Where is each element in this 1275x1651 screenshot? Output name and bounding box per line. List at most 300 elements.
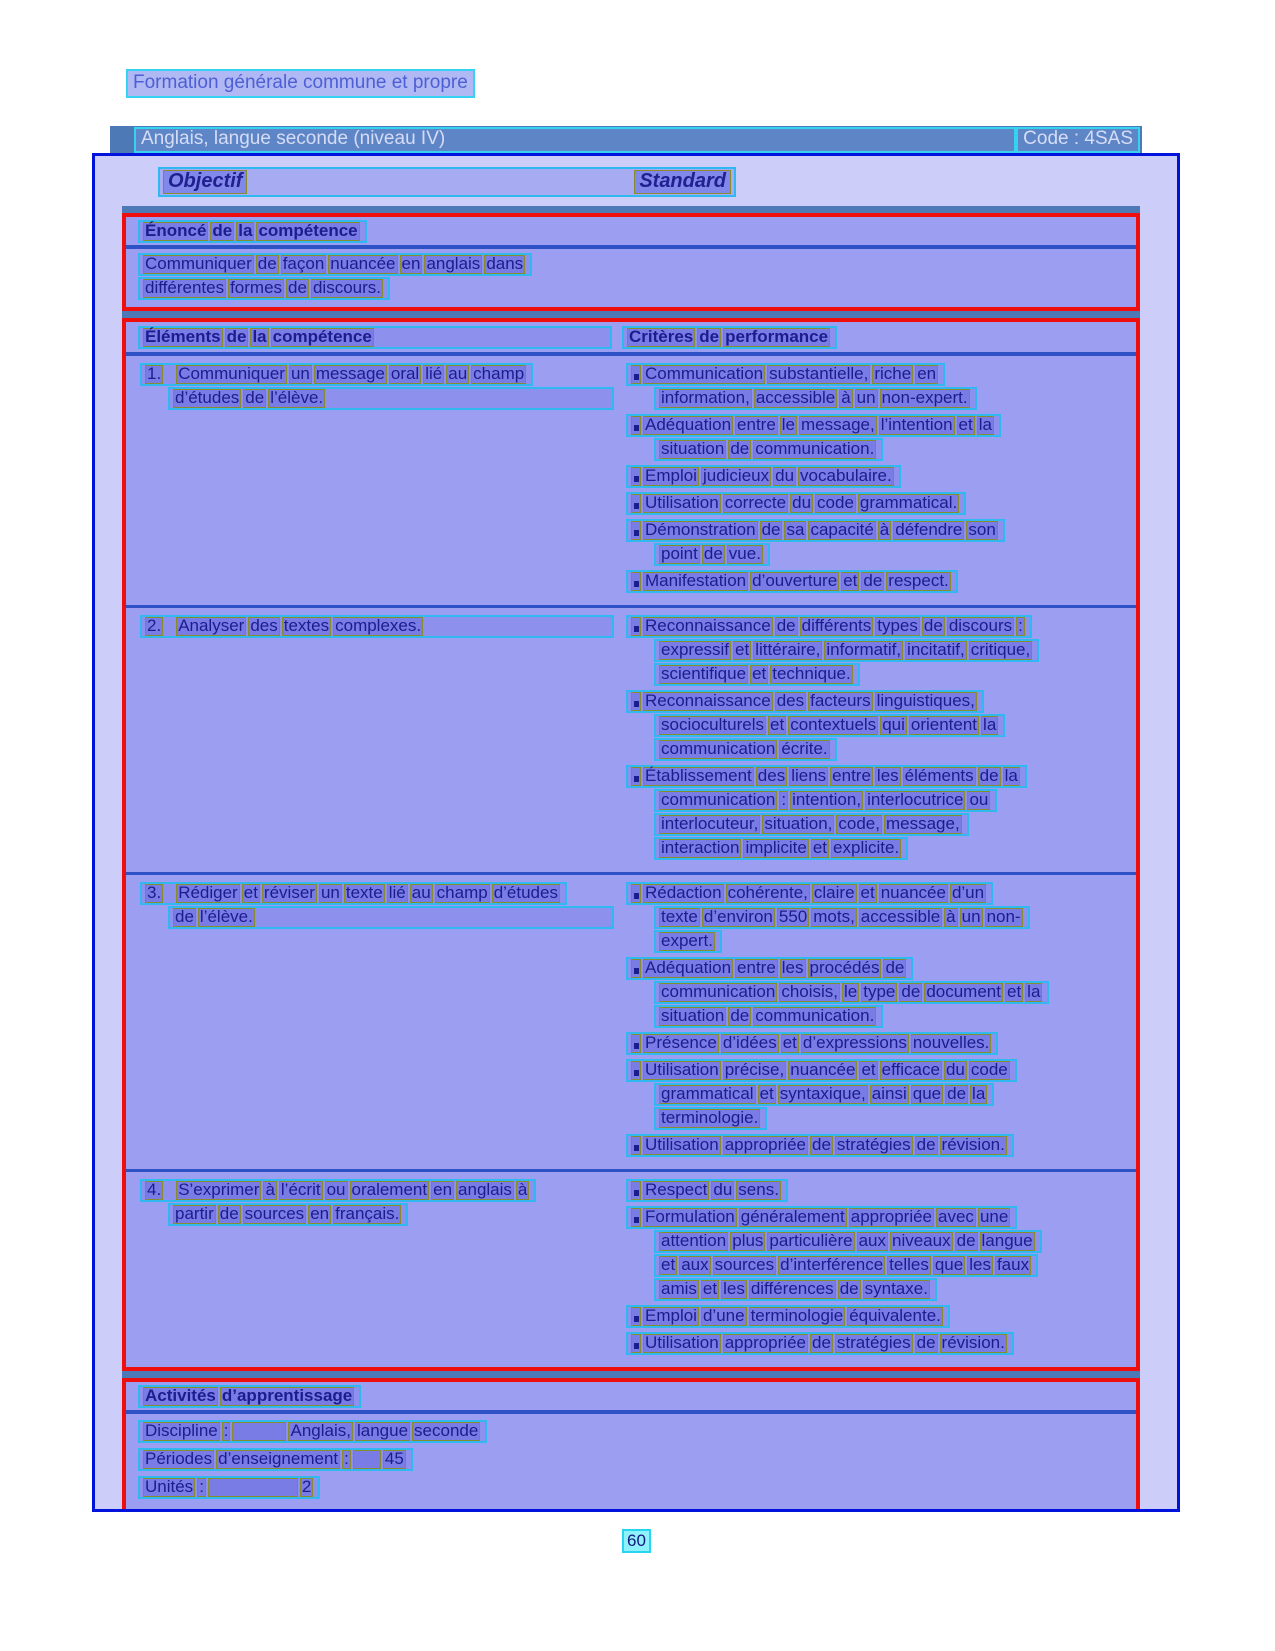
ocr-word-box: généralement	[740, 1207, 845, 1226]
table-border-band	[122, 206, 1140, 213]
ocr-line-box	[138, 277, 390, 300]
ocr-word-box: Démonstration	[645, 520, 756, 539]
ocr-word-box: type	[863, 982, 896, 1001]
ocr-word-box: de	[956, 1231, 976, 1250]
ocr-line-box	[626, 1206, 1017, 1229]
ocr-line-box	[138, 1448, 413, 1471]
ocr-word-box: du	[713, 1180, 733, 1199]
ocr-word-box: Établissement	[645, 766, 752, 785]
ocr-line-box	[654, 738, 837, 761]
ocr-word-box: communication	[661, 982, 776, 1001]
ocr-word-box: communication	[661, 739, 776, 758]
ocr-line-box	[138, 253, 532, 276]
criterion-item	[626, 1332, 1130, 1355]
ocr-word-box: particulière	[769, 1231, 853, 1250]
ocr-word-box: un	[320, 883, 340, 902]
competence-rows	[126, 356, 1136, 1367]
ocr-word-box: entre	[737, 958, 776, 977]
ocr-word-box: Reconnaissance	[645, 691, 771, 710]
ocr-word-box: français.	[335, 1204, 400, 1223]
ocr-word-box: judicieux	[702, 466, 770, 485]
ocr-word-box: Rédaction	[645, 883, 722, 902]
text-line	[140, 363, 614, 386]
criteria-cell	[622, 608, 1136, 872]
text-line	[168, 906, 614, 929]
ocr-word-box: 3.	[147, 883, 162, 902]
text-line	[626, 1332, 1130, 1355]
objectif-header: Objectif	[163, 170, 247, 194]
text-line	[140, 615, 614, 638]
activity-row	[138, 1476, 1136, 1499]
text-line	[626, 414, 1130, 437]
ocr-word-box: Adéquation	[645, 958, 732, 977]
ocr-word-box: liens	[791, 766, 827, 785]
activity-row	[138, 1448, 1136, 1471]
ocr-word-box: stratégies	[836, 1333, 911, 1352]
criterion-item	[626, 1134, 1130, 1157]
bullet-icon	[631, 1334, 641, 1353]
ocr-word-box: complexes.	[335, 616, 422, 635]
ocr-line-box	[654, 1005, 883, 1028]
bullet-icon	[631, 617, 641, 636]
ocr-word-box: Emploi	[645, 466, 697, 485]
criterion-item	[626, 690, 1130, 761]
ocr-word-box: d’études	[493, 883, 558, 902]
ocr-word-box: équivalente.	[849, 1306, 941, 1325]
ocr-word-box: d’ouverture	[752, 571, 838, 590]
text-line	[626, 957, 1130, 980]
criterion-item	[626, 882, 1130, 953]
ocr-word-box: :	[223, 1421, 229, 1440]
ocr-word-box: 2	[301, 1477, 312, 1496]
ocr-word-box: sources	[244, 1204, 305, 1223]
ocr-word-box: 550	[778, 907, 808, 926]
course-code: Code : 4SAS	[1016, 127, 1140, 153]
table-row	[126, 1169, 1136, 1367]
ocr-word-box: expressif	[661, 640, 730, 659]
text-line	[138, 277, 1124, 300]
ocr-line-box	[654, 387, 977, 410]
ocr-word-box: à	[879, 520, 890, 539]
ocr-word-box: et	[958, 415, 973, 434]
table-border-band	[122, 1371, 1140, 1378]
ocr-line-box	[626, 1305, 950, 1328]
ocr-word-box: appropriée	[850, 1207, 933, 1226]
ocr-word-box: code	[970, 1060, 1008, 1079]
ocr-line-box	[626, 1059, 1017, 1082]
ocr-word-box: les	[876, 766, 899, 785]
ocr-line-box	[626, 957, 913, 980]
ocr-word-box: message	[315, 364, 385, 383]
ocr-line-box	[138, 220, 367, 243]
ocr-word-box: le	[844, 982, 858, 1001]
ocr-line-box	[168, 387, 614, 410]
ocr-word-box: technique.	[772, 664, 851, 683]
ocr-word-box: oralement	[351, 1180, 428, 1199]
ocr-word-box: nouvelles.	[912, 1033, 990, 1052]
ocr-word-box: situation,	[764, 814, 833, 833]
ocr-line-box	[654, 1254, 1038, 1277]
ocr-word-box: des	[250, 616, 278, 635]
ocr-word-box: de	[245, 388, 265, 407]
ocr-word-box: intention,	[792, 790, 862, 809]
ocr-word-box: la	[1027, 982, 1041, 1001]
ocr-word-box: Communication	[645, 364, 764, 383]
ocr-word-box: incitatif,	[907, 640, 965, 659]
ocr-word-box: au	[448, 364, 468, 383]
ocr-word-box: d’une	[702, 1306, 745, 1325]
ocr-word-box: situation	[661, 1006, 725, 1025]
ocr-word-box: écrite.	[781, 739, 828, 758]
ocr-word-box: de	[699, 327, 720, 346]
ocr-word-box: appropriée	[724, 1135, 806, 1154]
bullet-icon	[631, 959, 641, 978]
ocr-word-box: Utilisation	[645, 1060, 719, 1079]
ocr-word-box: de	[175, 907, 194, 926]
ocr-word-box: non-	[986, 907, 1021, 926]
ocr-word-box: nuancée	[880, 883, 946, 902]
ocr-word-box: contextuels	[790, 715, 877, 734]
table-block	[122, 206, 1140, 1512]
ocr-word-box: explicite.	[833, 838, 900, 857]
ocr-word-box: faux	[996, 1255, 1030, 1274]
ocr-word-box: Énoncé	[145, 221, 207, 240]
ocr-line-box	[626, 882, 993, 905]
ocr-word-box: que	[912, 1084, 942, 1103]
title-bar	[110, 126, 1142, 153]
ocr-word-box: d’environ	[703, 907, 773, 926]
ocr-word-box: l’intention	[880, 415, 953, 434]
ocr-word-box: Manifestation	[645, 571, 747, 590]
ocr-word-box: niveaux	[892, 1231, 951, 1250]
ocr-word-box: aux	[858, 1231, 886, 1250]
criterion-item	[626, 1059, 1130, 1130]
ocr-word-box: les	[723, 1279, 745, 1298]
ocr-word-box: de	[811, 1333, 831, 1352]
ocr-word-box: et	[812, 838, 828, 857]
text-line	[654, 387, 1130, 410]
criterion-item	[626, 363, 1130, 410]
criterion-item	[626, 1032, 1130, 1055]
ocr-word-box: de	[885, 958, 905, 977]
ocr-word-box: accessible	[755, 388, 836, 407]
ocr-word-box: les	[969, 1255, 991, 1274]
ocr-word-box: Activités	[145, 1386, 216, 1405]
ocr-word-box: de	[776, 616, 796, 635]
criterion-item	[626, 957, 1130, 1028]
ocr-word-box: de	[947, 1084, 967, 1103]
objectif-standard-table	[92, 153, 1180, 1512]
ocr-word-box: compétence	[258, 221, 358, 240]
activites-rows	[126, 1414, 1136, 1512]
ocr-word-box: 45	[384, 1449, 404, 1468]
ocr-word-box: Unités	[145, 1477, 194, 1496]
bullet-icon	[631, 692, 641, 711]
bullet-icon	[631, 884, 641, 903]
ocr-word-box: aux	[681, 1255, 709, 1274]
course-title: Anglais, langue seconde (niveau IV)	[134, 127, 1016, 153]
ocr-line-box	[138, 326, 612, 349]
ocr-word-box: de	[811, 1135, 831, 1154]
ocr-word-box: avec	[938, 1207, 974, 1226]
ocr-line-box	[654, 438, 883, 461]
ocr-line-box	[626, 615, 1032, 638]
ocr-word-box: performance	[725, 327, 829, 346]
ocr-word-box: Communiquer	[145, 254, 252, 273]
bullet-icon	[631, 1136, 641, 1155]
text-line	[138, 253, 1124, 276]
table-row	[126, 872, 1136, 1169]
ocr-word-box: oral	[390, 364, 420, 383]
ocr-word-box: d’interférence	[780, 1255, 884, 1274]
ocr-word-box: et	[243, 883, 258, 902]
ocr-word-box: grammatical.	[859, 493, 958, 512]
ocr-word-box: texte	[345, 883, 383, 902]
ocr-line-box	[168, 906, 614, 929]
text-line	[626, 690, 1130, 713]
ocr-word-box: la	[238, 221, 253, 240]
ocr-word-box: au	[411, 883, 431, 902]
ocr-word-box: et	[702, 1279, 718, 1298]
ocr-word-box: de	[730, 1006, 750, 1025]
text-line	[626, 765, 1130, 788]
ocr-word-box: sa	[786, 520, 805, 539]
criterion-item	[626, 414, 1130, 461]
ocr-line-box	[654, 981, 1049, 1004]
ocr-line-box	[626, 1332, 1014, 1355]
ocr-word-box: accessible	[860, 907, 941, 926]
ocr-line-box	[626, 765, 1027, 788]
ocr-word-box: différences	[750, 1279, 834, 1298]
ocr-word-box: éléments	[904, 766, 974, 785]
competence-table-section	[122, 318, 1140, 1371]
text-line	[654, 1230, 1130, 1253]
ocr-word-box: cohérente,	[727, 883, 808, 902]
ocr-word-box: la	[972, 1084, 986, 1103]
ocr-line-box	[654, 1230, 1042, 1253]
ocr-word-box: Emploi	[645, 1306, 697, 1325]
ocr-line-box	[138, 1476, 320, 1499]
bullet-icon	[631, 1208, 641, 1227]
text-line	[626, 882, 1130, 905]
ocr-word-box: Adéquation	[645, 415, 732, 434]
ocr-word-box: littéraire,	[755, 640, 821, 659]
ocr-word-box: code,	[838, 814, 880, 833]
ocr-word-box: son	[968, 520, 996, 539]
ocr-word-box: Communiquer	[178, 364, 285, 383]
ocr-word-box: Formulation	[645, 1207, 735, 1226]
bullet-icon	[631, 1307, 641, 1326]
ocr-word-box: nuancée	[330, 254, 396, 273]
ocr-line-box	[168, 1203, 408, 1226]
ocr-line-box	[626, 690, 984, 713]
ocr-word-box: correcte	[724, 493, 787, 512]
text-line	[654, 714, 1130, 737]
bullet-icon	[631, 467, 641, 486]
ocr-word-box: terminologie	[750, 1306, 844, 1325]
table-row	[126, 605, 1136, 872]
ocr-word-box: langue	[981, 1231, 1033, 1250]
element-cell	[126, 608, 622, 872]
ocr-word-box: dans	[486, 254, 524, 273]
text-line	[654, 663, 1130, 686]
bullet-icon	[631, 521, 641, 540]
ocr-word-box: un	[856, 388, 876, 407]
ocr-word-box: et	[770, 715, 785, 734]
ocr-line-box	[626, 363, 945, 386]
ocr-word-box: communication.	[755, 1006, 875, 1025]
elements-header	[126, 326, 622, 349]
text-line	[140, 882, 614, 905]
ocr-word-box: sources	[714, 1255, 775, 1274]
ocr-word-box: riche	[874, 364, 912, 383]
ocr-line-box	[626, 519, 1005, 542]
ocr-word-box: :	[344, 1449, 349, 1468]
ocr-word-box: des	[757, 766, 786, 785]
ocr-word-box: des	[776, 691, 805, 710]
ocr-word-box: discours.	[312, 278, 381, 297]
ocr-word-box: une	[979, 1207, 1009, 1226]
ocr-word-box: linguistiques,	[876, 691, 975, 710]
ocr-line-box	[654, 1278, 937, 1301]
ocr-word-box: la	[983, 715, 997, 734]
ocr-word-box: à	[946, 907, 956, 926]
ocr-word-box: ou	[326, 1180, 346, 1199]
ocr-word-box: à	[265, 1180, 275, 1199]
ocr-word-box: formes	[230, 278, 283, 297]
ocr-word-box: ainsi	[871, 1084, 907, 1103]
ocr-word-box: langue	[356, 1421, 409, 1440]
text-line	[140, 1179, 614, 1202]
ocr-word-box: socioculturels	[661, 715, 764, 734]
ocr-word-box: informatif,	[826, 640, 902, 659]
ocr-word-box: types	[877, 616, 918, 635]
ocr-word-box: révision.	[941, 1333, 1005, 1352]
ocr-word-box: de	[839, 1279, 859, 1298]
ocr-word-box: Périodes	[145, 1449, 213, 1468]
text-line	[654, 981, 1130, 1004]
criteres-header	[622, 326, 1136, 349]
ocr-word-box: différents	[801, 616, 872, 635]
ocr-word-box: différentes	[145, 278, 225, 297]
criterion-item	[626, 465, 1130, 488]
ocr-word-box: expert.	[661, 931, 713, 950]
ocr-word-box: que	[934, 1255, 964, 1274]
ocr-word-box: de	[916, 1333, 936, 1352]
ocr-word-box: lié	[425, 364, 443, 383]
ocr-word-box: compétence	[272, 327, 372, 346]
ocr-word-box: les	[781, 958, 804, 977]
ocr-word-box: un	[290, 364, 310, 383]
ocr-word-box: capacité	[810, 520, 874, 539]
ocr-word-box: et	[860, 883, 875, 902]
ocr-word-box: vocabulaire.	[800, 466, 892, 485]
ocr-word-box: textes	[283, 616, 330, 635]
ocr-word-box: de	[219, 1204, 239, 1223]
criterion-item	[626, 765, 1130, 860]
ocr-line-box	[140, 882, 567, 905]
ocr-word-box: efficace	[881, 1060, 940, 1079]
ocr-word-box: et	[752, 664, 767, 683]
criterion-item	[626, 519, 1130, 566]
ocr-word-box: le	[781, 415, 796, 434]
tab-space	[208, 1478, 298, 1497]
element-cell	[126, 356, 622, 605]
ocr-word-box: et	[1006, 982, 1022, 1001]
ocr-line-box	[654, 639, 1039, 662]
ocr-word-box: Présence	[645, 1033, 717, 1052]
ocr-word-box: communication	[661, 790, 776, 809]
bullet-icon	[631, 365, 641, 384]
text-line	[654, 438, 1130, 461]
text-line	[654, 738, 1130, 761]
ocr-word-box: précise,	[724, 1060, 785, 1079]
ocr-word-box: du	[775, 466, 795, 485]
text-line	[626, 1179, 1130, 1202]
ocr-word-box: d’enseignement	[218, 1449, 339, 1468]
ocr-word-box: scientifique	[661, 664, 747, 683]
ocr-word-box: de	[923, 616, 943, 635]
ocr-line-box	[654, 714, 1005, 737]
ocr-line-box	[626, 1179, 788, 1202]
bullet-icon	[631, 572, 641, 591]
ocr-word-box: champ	[473, 364, 525, 383]
ocr-word-box: non-expert.	[881, 388, 968, 407]
ocr-word-box: la	[1004, 766, 1018, 785]
ocr-word-box: seconde	[414, 1421, 479, 1440]
ocr-word-box: et	[661, 1255, 676, 1274]
text-line	[654, 813, 1130, 836]
ocr-word-box: à	[841, 388, 851, 407]
ocr-word-box: et	[843, 571, 858, 590]
ocr-word-box: sens.	[738, 1180, 779, 1199]
running-header: Formation générale commune et propre	[126, 69, 475, 98]
ocr-word-box: de	[901, 982, 921, 1001]
ocr-word-box: terminologie.	[661, 1108, 759, 1127]
activites-section	[122, 1378, 1140, 1512]
ocr-word-box: façon	[282, 254, 325, 273]
ocr-word-box: critique,	[970, 640, 1031, 659]
text-line	[654, 1005, 1130, 1028]
text-line	[654, 837, 1130, 860]
ocr-word-box: Respect	[645, 1180, 708, 1199]
ocr-word-box: champ	[436, 883, 488, 902]
bullet-icon	[631, 1061, 641, 1080]
ocr-word-box: implicite	[745, 838, 807, 857]
table-row	[126, 356, 1136, 605]
ocr-word-box: Utilisation	[645, 1333, 719, 1352]
ocr-word-box: d’apprentissage	[221, 1386, 353, 1405]
criterion-item	[626, 1206, 1130, 1301]
ocr-word-box: la	[978, 415, 992, 434]
criterion-item	[626, 492, 1130, 515]
text-line	[654, 906, 1130, 929]
ocr-word-box: nuancée	[790, 1060, 856, 1079]
ocr-word-box: situation	[661, 439, 725, 458]
text-line	[654, 789, 1130, 812]
ocr-line-box	[654, 930, 722, 953]
ocr-word-box: code	[817, 493, 854, 512]
ocr-word-box: entre	[737, 415, 776, 434]
text-line	[654, 639, 1130, 662]
tab-space	[232, 1422, 286, 1441]
bullet-icon	[631, 1034, 641, 1053]
ocr-word-box: en	[310, 1204, 330, 1223]
ocr-word-box: Analyser	[178, 616, 245, 635]
ocr-word-box: à	[517, 1180, 528, 1199]
ocr-word-box: Discipline	[145, 1421, 218, 1440]
ocr-word-box: Éléments	[145, 327, 221, 346]
